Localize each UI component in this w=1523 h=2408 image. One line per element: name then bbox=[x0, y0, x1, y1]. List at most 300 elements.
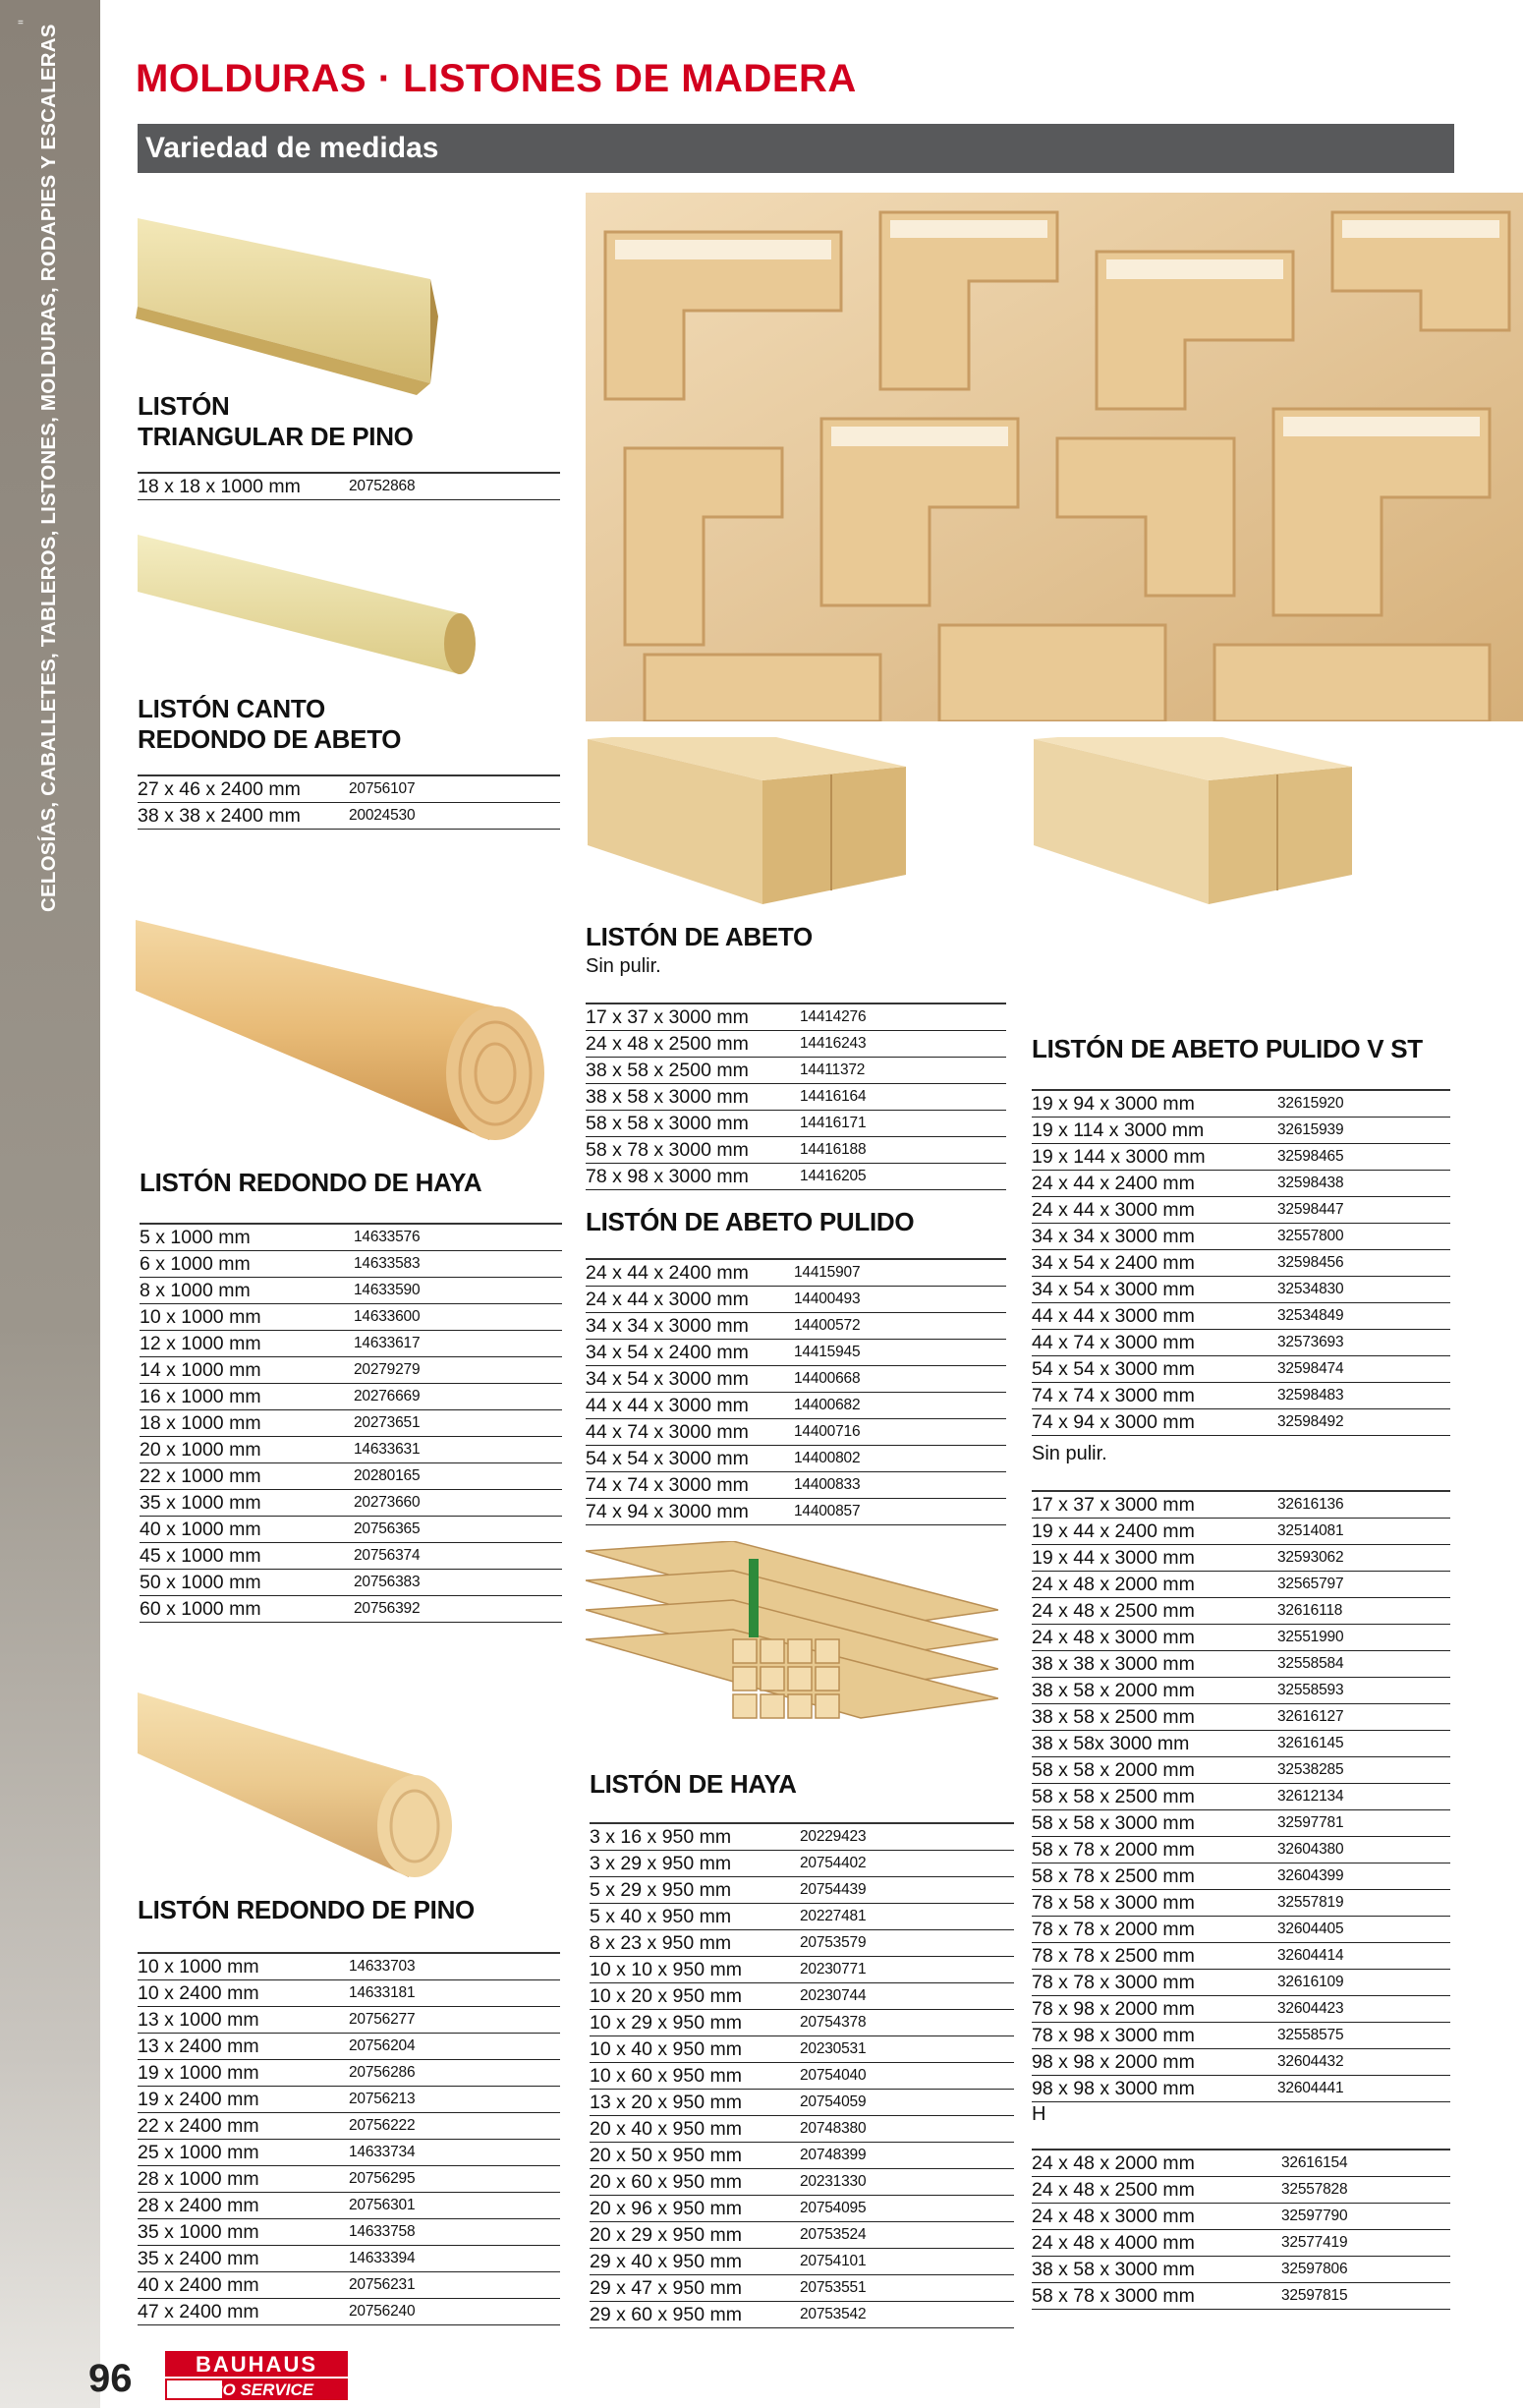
article-code-cell: 32557828 bbox=[1281, 2181, 1348, 2198]
dimension-cell: 20 x 1000 mm bbox=[140, 1439, 261, 1461]
table-canto-redondo bbox=[138, 774, 560, 830]
table-row bbox=[1032, 1810, 1450, 1837]
article-code-cell: 20756286 bbox=[349, 2064, 416, 2081]
article-code-cell: 32598465 bbox=[1277, 1148, 1344, 1165]
table-row bbox=[140, 1517, 562, 1543]
table-row bbox=[1032, 1409, 1450, 1436]
table-row bbox=[138, 1980, 560, 2007]
dimension-cell: 18 x 18 x 1000 mm bbox=[138, 476, 301, 497]
article-code-cell: 14400802 bbox=[794, 1450, 861, 1466]
table-row bbox=[138, 2087, 560, 2113]
article-code-cell: 32593062 bbox=[1277, 1549, 1344, 1566]
article-code-cell: 32604441 bbox=[1277, 2080, 1344, 2096]
article-code-cell: 14400668 bbox=[794, 1370, 861, 1387]
fir-planed-batten-image bbox=[1032, 737, 1356, 914]
dimension-cell: 58 x 78 x 2500 mm bbox=[1032, 1865, 1195, 1887]
table-row bbox=[140, 1410, 562, 1437]
table-row bbox=[1032, 1330, 1450, 1356]
dimension-cell: 14 x 1000 mm bbox=[140, 1359, 261, 1381]
bauhaus-logo bbox=[165, 2351, 348, 2400]
dimension-cell: 78 x 58 x 3000 mm bbox=[1032, 1892, 1195, 1914]
article-code-cell: 14416205 bbox=[800, 1168, 867, 1184]
dimension-cell: 24 x 44 x 2400 mm bbox=[1032, 1173, 1195, 1194]
article-code-cell: 32615939 bbox=[1277, 1121, 1344, 1138]
table-row bbox=[1032, 1091, 1450, 1118]
dimension-cell: 10 x 2400 mm bbox=[138, 1982, 259, 2004]
table-row bbox=[1032, 1572, 1450, 1598]
article-code-cell: 14416188 bbox=[800, 1141, 867, 1158]
dimension-cell: 58 x 58 x 3000 mm bbox=[586, 1113, 749, 1134]
table-row bbox=[586, 1340, 1006, 1366]
table-row bbox=[1032, 2023, 1450, 2049]
dimension-cell: 74 x 94 x 3000 mm bbox=[1032, 1411, 1195, 1433]
article-code-cell: 32598456 bbox=[1277, 1254, 1344, 1271]
dimension-cell: 19 x 94 x 3000 mm bbox=[1032, 1093, 1195, 1115]
article-code-cell: 32597806 bbox=[1281, 2261, 1348, 2277]
article-code-cell: 20273660 bbox=[354, 1494, 421, 1511]
article-code-cell: 32551990 bbox=[1277, 1629, 1344, 1645]
article-code-cell: 20024530 bbox=[349, 807, 416, 824]
dimension-cell: 54 x 54 x 3000 mm bbox=[1032, 1358, 1195, 1380]
dimension-cell: 34 x 54 x 3000 mm bbox=[1032, 1279, 1195, 1300]
dimension-cell: 24 x 48 x 3000 mm bbox=[1032, 2206, 1195, 2227]
title-line2: TRIANGULAR DE PINO bbox=[138, 422, 414, 451]
dimension-cell: 19 x 1000 mm bbox=[138, 2062, 259, 2084]
dimension-cell: 74 x 74 x 3000 mm bbox=[1032, 1385, 1195, 1406]
dimension-cell: 50 x 1000 mm bbox=[140, 1572, 261, 1593]
dimension-cell: 10 x 1000 mm bbox=[140, 1306, 261, 1328]
table-row bbox=[586, 1419, 1006, 1446]
table-row bbox=[590, 2196, 1014, 2222]
table-row bbox=[590, 2249, 1014, 2275]
table-row bbox=[590, 1930, 1014, 1957]
dimension-cell: 98 x 98 x 2000 mm bbox=[1032, 2051, 1195, 2073]
dimension-cell: 20 x 50 x 950 mm bbox=[590, 2145, 742, 2166]
article-code-cell: 20276669 bbox=[354, 1388, 421, 1405]
table-row bbox=[1032, 1996, 1450, 2023]
dimension-cell: 19 x 2400 mm bbox=[138, 2089, 259, 2110]
table-row bbox=[586, 1472, 1006, 1499]
article-code-cell: 14400857 bbox=[794, 1503, 861, 1519]
table-row bbox=[590, 2302, 1014, 2328]
dimension-cell: 34 x 54 x 2400 mm bbox=[586, 1342, 749, 1363]
table-row bbox=[1032, 1492, 1450, 1519]
article-code-cell: 20280165 bbox=[354, 1467, 421, 1484]
article-code-cell: 14633181 bbox=[349, 1984, 416, 2001]
dimension-cell: 28 x 2400 mm bbox=[138, 2195, 259, 2216]
table-row bbox=[140, 1251, 562, 1278]
dimension-cell: 8 x 23 x 950 mm bbox=[590, 1932, 732, 1954]
dimension-cell: 38 x 58 x 2500 mm bbox=[1032, 1706, 1195, 1728]
title-line1: LISTÓN CANTO bbox=[138, 694, 325, 723]
table-row bbox=[140, 1596, 562, 1623]
article-code-cell: 32616127 bbox=[1277, 1708, 1344, 1725]
article-code-cell: 32604423 bbox=[1277, 2000, 1344, 2017]
sidebar-category-text: CELOSÍAS, CABALLETES, TABLEROS, LISTONES, MOLDURAS, RODAPIES Y ESCALERAS bbox=[37, 24, 60, 912]
dimension-cell: 78 x 98 x 2000 mm bbox=[1032, 1998, 1195, 2020]
article-code-cell: 14415945 bbox=[794, 1344, 861, 1360]
table-row bbox=[138, 2299, 560, 2325]
article-code-cell: 32612134 bbox=[1277, 1788, 1344, 1805]
dimension-cell: 10 x 29 x 950 mm bbox=[590, 2012, 742, 2034]
table-row bbox=[140, 1331, 562, 1357]
rounded-edge-strip-image bbox=[136, 531, 479, 678]
table-row bbox=[138, 2219, 560, 2246]
table-row bbox=[1032, 2150, 1450, 2177]
dimension-cell: 44 x 74 x 3000 mm bbox=[1032, 1332, 1195, 1353]
article-code-cell: 20230531 bbox=[800, 2040, 867, 2057]
table-row bbox=[586, 1446, 1006, 1472]
dimension-cell: 13 x 20 x 950 mm bbox=[590, 2092, 742, 2113]
table-redondo-haya bbox=[140, 1223, 562, 1623]
dimension-cell: 44 x 44 x 3000 mm bbox=[586, 1395, 749, 1416]
article-code-cell: 32616136 bbox=[1277, 1496, 1344, 1513]
table-row bbox=[1032, 1303, 1450, 1330]
dimension-cell: 19 x 114 x 3000 mm bbox=[1032, 1119, 1205, 1141]
dimension-cell: 28 x 1000 mm bbox=[138, 2168, 259, 2190]
table-row bbox=[138, 1954, 560, 1980]
table-abeto-pulido-vst bbox=[1032, 1089, 1450, 1436]
page-subtitle: Variedad de medidas bbox=[145, 132, 439, 164]
article-code-cell: 20754402 bbox=[800, 1855, 867, 1871]
article-code-cell: 20756231 bbox=[349, 2276, 416, 2293]
table-row bbox=[1032, 2230, 1450, 2257]
article-code-cell: 20748399 bbox=[800, 2147, 867, 2163]
dimension-cell: 12 x 1000 mm bbox=[140, 1333, 261, 1354]
table-row bbox=[1032, 1277, 1450, 1303]
dimension-cell: 44 x 74 x 3000 mm bbox=[586, 1421, 749, 1443]
table-row bbox=[140, 1490, 562, 1517]
sidebar-mark: = bbox=[18, 18, 24, 29]
table-row bbox=[590, 2143, 1014, 2169]
product-title-abeto-pulido: LISTÓN DE ABETO PULIDO bbox=[586, 1207, 915, 1236]
table-row bbox=[1032, 1383, 1450, 1409]
article-code-cell: 32577419 bbox=[1281, 2234, 1348, 2251]
table-row bbox=[1032, 1943, 1450, 1970]
table-row bbox=[1032, 2177, 1450, 2204]
beech-battens-stack-image bbox=[586, 1541, 998, 1738]
table-row bbox=[140, 1437, 562, 1463]
table-row bbox=[140, 1357, 562, 1384]
dimension-cell: 34 x 54 x 2400 mm bbox=[1032, 1252, 1195, 1274]
article-code-cell: 20756213 bbox=[349, 2091, 416, 2107]
article-code-cell: 20753579 bbox=[800, 1934, 867, 1951]
dimension-cell: 27 x 46 x 2400 mm bbox=[138, 778, 301, 800]
article-code-cell: 32597790 bbox=[1281, 2207, 1348, 2224]
article-code-cell: 20754095 bbox=[800, 2200, 867, 2216]
dimension-cell: 17 x 37 x 3000 mm bbox=[586, 1006, 749, 1028]
table-row bbox=[140, 1463, 562, 1490]
product-title-triangular bbox=[138, 391, 414, 452]
article-code-cell: 20754439 bbox=[800, 1881, 867, 1898]
article-code-cell: 32557800 bbox=[1277, 1228, 1344, 1244]
dimension-cell: 34 x 34 x 3000 mm bbox=[586, 1315, 749, 1337]
article-code-cell: 32604405 bbox=[1277, 1921, 1344, 1937]
article-code-cell: 32598438 bbox=[1277, 1175, 1344, 1191]
dimension-cell: 3 x 16 x 950 mm bbox=[590, 1826, 732, 1848]
table-row bbox=[590, 2036, 1014, 2063]
table-row bbox=[590, 1983, 1014, 2010]
title-line2: REDONDO DE ABETO bbox=[138, 724, 402, 754]
article-code-cell: 32598447 bbox=[1277, 1201, 1344, 1218]
article-code-cell: 32616109 bbox=[1277, 1974, 1344, 1990]
table-row bbox=[1032, 2049, 1450, 2076]
note-sin-pulir: Sin pulir. bbox=[586, 955, 661, 977]
round-pine-dowel-image bbox=[136, 1687, 470, 1883]
article-code-cell: 14400493 bbox=[794, 1290, 861, 1307]
article-code-cell: 20754101 bbox=[800, 2253, 867, 2269]
article-code-cell: 14633758 bbox=[349, 2223, 416, 2240]
dimension-cell: 19 x 144 x 3000 mm bbox=[1032, 1146, 1206, 1168]
dimension-cell: 98 x 98 x 3000 mm bbox=[1032, 2078, 1195, 2099]
table-row bbox=[590, 2010, 1014, 2036]
table-row bbox=[138, 2007, 560, 2034]
article-code-cell: 14414276 bbox=[800, 1008, 867, 1025]
dimension-cell: 58 x 78 x 2000 mm bbox=[1032, 1839, 1195, 1861]
table-row bbox=[138, 2166, 560, 2193]
article-code-cell: 32616145 bbox=[1277, 1735, 1344, 1751]
article-code-cell: 20756222 bbox=[349, 2117, 416, 2134]
article-code-cell: 20230771 bbox=[800, 1961, 867, 1978]
table-row bbox=[586, 1031, 1006, 1058]
dimension-cell: 19 x 44 x 3000 mm bbox=[1032, 1547, 1195, 1569]
article-code-cell: 32573693 bbox=[1277, 1334, 1344, 1350]
article-code-cell: 14411372 bbox=[800, 1061, 866, 1078]
article-code-cell: 20753542 bbox=[800, 2306, 867, 2322]
table-row bbox=[1032, 2076, 1450, 2102]
table-row bbox=[1032, 1625, 1450, 1651]
dimension-cell: 10 x 40 x 950 mm bbox=[590, 2038, 742, 2060]
article-code-cell: 32534830 bbox=[1277, 1281, 1344, 1297]
table-row bbox=[1032, 1917, 1450, 1943]
table-row bbox=[140, 1570, 562, 1596]
table-row bbox=[1032, 1731, 1450, 1757]
article-code-cell: 20754059 bbox=[800, 2093, 867, 2110]
dimension-cell: 22 x 2400 mm bbox=[138, 2115, 259, 2137]
triangular-strip-image bbox=[136, 208, 440, 395]
product-title-haya: LISTÓN DE HAYA bbox=[590, 1769, 797, 1799]
table-row bbox=[586, 1287, 1006, 1313]
table-row bbox=[1032, 1197, 1450, 1224]
table-row bbox=[590, 1957, 1014, 1983]
table-row bbox=[586, 1393, 1006, 1419]
article-code-cell: 20279279 bbox=[354, 1361, 421, 1378]
table-row bbox=[1032, 1784, 1450, 1810]
dimension-cell: 29 x 47 x 950 mm bbox=[590, 2277, 742, 2299]
dimension-cell: 38 x 58x 3000 mm bbox=[1032, 1733, 1190, 1754]
table-row bbox=[590, 1824, 1014, 1851]
dimension-cell: 20 x 40 x 950 mm bbox=[590, 2118, 742, 2140]
note-sin-pulir-vst: Sin pulir. bbox=[1032, 1443, 1107, 1464]
product-title-redondo-haya: LISTÓN REDONDO DE HAYA bbox=[140, 1168, 482, 1197]
table-row bbox=[590, 1851, 1014, 1877]
dimension-cell: 38 x 58 x 3000 mm bbox=[1032, 2259, 1195, 2280]
table-row bbox=[586, 1004, 1006, 1031]
article-code-cell: 32616118 bbox=[1277, 1602, 1343, 1619]
table-row bbox=[586, 1499, 1006, 1525]
dimension-cell: 10 x 60 x 950 mm bbox=[590, 2065, 742, 2087]
dimension-cell: 13 x 2400 mm bbox=[138, 2035, 259, 2057]
article-code-cell: 14633617 bbox=[354, 1335, 421, 1351]
article-code-cell: 20754378 bbox=[800, 2014, 867, 2031]
article-code-cell: 32598492 bbox=[1277, 1413, 1344, 1430]
table-row bbox=[586, 1111, 1006, 1137]
table-row bbox=[138, 803, 560, 830]
round-beech-dowel-image bbox=[136, 912, 558, 1148]
dimension-cell: 54 x 54 x 3000 mm bbox=[586, 1448, 749, 1469]
dimension-cell: 78 x 78 x 2500 mm bbox=[1032, 1945, 1195, 1967]
note-h: H bbox=[1032, 2103, 1046, 2125]
table-row bbox=[1032, 1356, 1450, 1383]
dimension-cell: 24 x 48 x 3000 mm bbox=[1032, 1627, 1195, 1648]
table-row bbox=[140, 1225, 562, 1251]
table-row bbox=[590, 1904, 1014, 1930]
dimension-cell: 58 x 58 x 2500 mm bbox=[1032, 1786, 1195, 1807]
dimension-cell: 20 x 60 x 950 mm bbox=[590, 2171, 742, 2193]
dimension-cell: 34 x 34 x 3000 mm bbox=[1032, 1226, 1195, 1247]
article-code-cell: 32558593 bbox=[1277, 1682, 1344, 1698]
article-code-cell: 14633590 bbox=[354, 1282, 421, 1298]
dimension-cell: 5 x 40 x 950 mm bbox=[590, 1906, 732, 1927]
article-code-cell: 20756204 bbox=[349, 2037, 416, 2054]
article-code-cell: 14400682 bbox=[794, 1397, 861, 1413]
table-row bbox=[1032, 1704, 1450, 1731]
table-row bbox=[590, 1877, 1014, 1904]
dimension-cell: 35 x 2400 mm bbox=[138, 2248, 259, 2269]
dimension-cell: 29 x 60 x 950 mm bbox=[590, 2304, 742, 2325]
article-code-cell: 32514081 bbox=[1277, 1522, 1344, 1539]
table-row bbox=[1032, 1678, 1450, 1704]
dimension-cell: 24 x 48 x 2000 mm bbox=[1032, 1574, 1195, 1595]
dimension-cell: 24 x 48 x 2500 mm bbox=[1032, 1600, 1195, 1622]
title-line1: LISTÓN bbox=[138, 391, 230, 421]
article-code-cell: 20273651 bbox=[354, 1414, 421, 1431]
table-row bbox=[590, 2275, 1014, 2302]
dimension-cell: 6 x 1000 mm bbox=[140, 1253, 251, 1275]
dimension-cell: 78 x 98 x 3000 mm bbox=[586, 1166, 749, 1187]
dimension-cell: 24 x 48 x 4000 mm bbox=[1032, 2232, 1195, 2254]
table-redondo-pino bbox=[138, 1952, 560, 2325]
dimension-cell: 25 x 1000 mm bbox=[138, 2142, 259, 2163]
table-row bbox=[138, 2140, 560, 2166]
table-row bbox=[140, 1304, 562, 1331]
article-code-cell: 14633631 bbox=[354, 1441, 421, 1458]
article-code-cell: 20756107 bbox=[349, 780, 416, 797]
dimension-cell: 24 x 48 x 2000 mm bbox=[1032, 2152, 1195, 2174]
article-code-cell: 14633600 bbox=[354, 1308, 421, 1325]
article-code-cell: 20756301 bbox=[349, 2197, 416, 2213]
article-code-cell: 14400572 bbox=[794, 1317, 861, 1334]
table-row bbox=[138, 2060, 560, 2087]
dimension-cell: 78 x 78 x 2000 mm bbox=[1032, 1919, 1195, 1940]
dimension-cell: 58 x 78 x 3000 mm bbox=[586, 1139, 749, 1161]
article-code-cell: 20230744 bbox=[800, 1987, 867, 2004]
article-code-cell: 32597781 bbox=[1277, 1814, 1344, 1831]
article-code-cell: 20753524 bbox=[800, 2226, 867, 2243]
article-code-cell: 32538285 bbox=[1277, 1761, 1344, 1778]
dimension-cell: 40 x 2400 mm bbox=[138, 2274, 259, 2296]
dimension-cell: 74 x 74 x 3000 mm bbox=[586, 1474, 749, 1496]
table-row bbox=[1032, 1890, 1450, 1917]
article-code-cell: 32604380 bbox=[1277, 1841, 1344, 1858]
dimension-cell: 78 x 78 x 3000 mm bbox=[1032, 1972, 1195, 1993]
table-row bbox=[1032, 1837, 1450, 1863]
table-row bbox=[1032, 1171, 1450, 1197]
article-code-cell: 14633576 bbox=[354, 1229, 421, 1245]
dimension-cell: 29 x 40 x 950 mm bbox=[590, 2251, 742, 2272]
table-row bbox=[1032, 1118, 1450, 1144]
dimension-cell: 47 x 2400 mm bbox=[138, 2301, 259, 2322]
table-row bbox=[586, 1366, 1006, 1393]
table-triangular bbox=[138, 472, 560, 500]
article-code-cell: 14415907 bbox=[794, 1264, 861, 1281]
table-abeto-h bbox=[1032, 2149, 1450, 2310]
dimension-cell: 8 x 1000 mm bbox=[140, 1280, 251, 1301]
dimension-cell: 38 x 38 x 3000 mm bbox=[1032, 1653, 1195, 1675]
wood-profiles-closeup-image bbox=[586, 193, 1523, 721]
article-code-cell: 20756240 bbox=[349, 2303, 416, 2320]
dimension-cell: 24 x 44 x 3000 mm bbox=[586, 1289, 749, 1310]
article-code-cell: 14633703 bbox=[349, 1958, 416, 1975]
table-row bbox=[1032, 1970, 1450, 1996]
table-row bbox=[590, 2063, 1014, 2090]
table-row bbox=[586, 1084, 1006, 1111]
table-row bbox=[138, 2193, 560, 2219]
table-abeto bbox=[586, 1003, 1006, 1190]
table-row bbox=[586, 1260, 1006, 1287]
logo-bottom-text: PRO SERVICE bbox=[198, 2380, 314, 2399]
dimension-cell: 45 x 1000 mm bbox=[140, 1545, 261, 1567]
dimension-cell: 24 x 44 x 3000 mm bbox=[1032, 1199, 1195, 1221]
table-row bbox=[140, 1543, 562, 1570]
article-code-cell: 14416243 bbox=[800, 1035, 867, 1052]
dimension-cell: 38 x 58 x 2000 mm bbox=[1032, 1680, 1195, 1701]
article-code-cell: 14400716 bbox=[794, 1423, 861, 1440]
dimension-cell: 38 x 58 x 3000 mm bbox=[586, 1086, 749, 1108]
dimension-cell: 16 x 1000 mm bbox=[140, 1386, 261, 1407]
dimension-cell: 38 x 58 x 2500 mm bbox=[586, 1060, 749, 1081]
dimension-cell: 58 x 58 x 2000 mm bbox=[1032, 1759, 1195, 1781]
article-code-cell: 20753551 bbox=[800, 2279, 867, 2296]
page-number: 96 bbox=[88, 2357, 133, 2400]
table-row bbox=[586, 1137, 1006, 1164]
table-row bbox=[1032, 1545, 1450, 1572]
article-code-cell: 32565797 bbox=[1277, 1576, 1344, 1592]
article-code-cell: 14633734 bbox=[349, 2144, 416, 2160]
table-row bbox=[1032, 2283, 1450, 2310]
dimension-cell: 24 x 48 x 2500 mm bbox=[586, 1033, 749, 1055]
article-code-cell: 20756383 bbox=[354, 1574, 421, 1590]
table-row bbox=[1032, 2257, 1450, 2283]
article-code-cell: 20756277 bbox=[349, 2011, 416, 2028]
article-code-cell: 32616154 bbox=[1281, 2154, 1348, 2171]
table-haya bbox=[590, 1822, 1014, 2328]
dimension-cell: 17 x 37 x 3000 mm bbox=[1032, 1494, 1195, 1516]
table-row bbox=[138, 474, 560, 500]
article-code-cell: 20754040 bbox=[800, 2067, 867, 2084]
table-row bbox=[1032, 1144, 1450, 1171]
dimension-cell: 58 x 78 x 3000 mm bbox=[1032, 2285, 1195, 2307]
dimension-cell: 74 x 94 x 3000 mm bbox=[586, 1501, 749, 1522]
dimension-cell: 10 x 1000 mm bbox=[138, 1956, 259, 1978]
dimension-cell: 40 x 1000 mm bbox=[140, 1519, 261, 1540]
fir-batten-image bbox=[586, 737, 910, 914]
dimension-cell: 58 x 58 x 3000 mm bbox=[1032, 1812, 1195, 1834]
article-code-cell: 32598474 bbox=[1277, 1360, 1344, 1377]
article-code-cell: 14633394 bbox=[349, 2250, 416, 2266]
table-row bbox=[1032, 1757, 1450, 1784]
article-code-cell: 20752868 bbox=[349, 478, 416, 494]
